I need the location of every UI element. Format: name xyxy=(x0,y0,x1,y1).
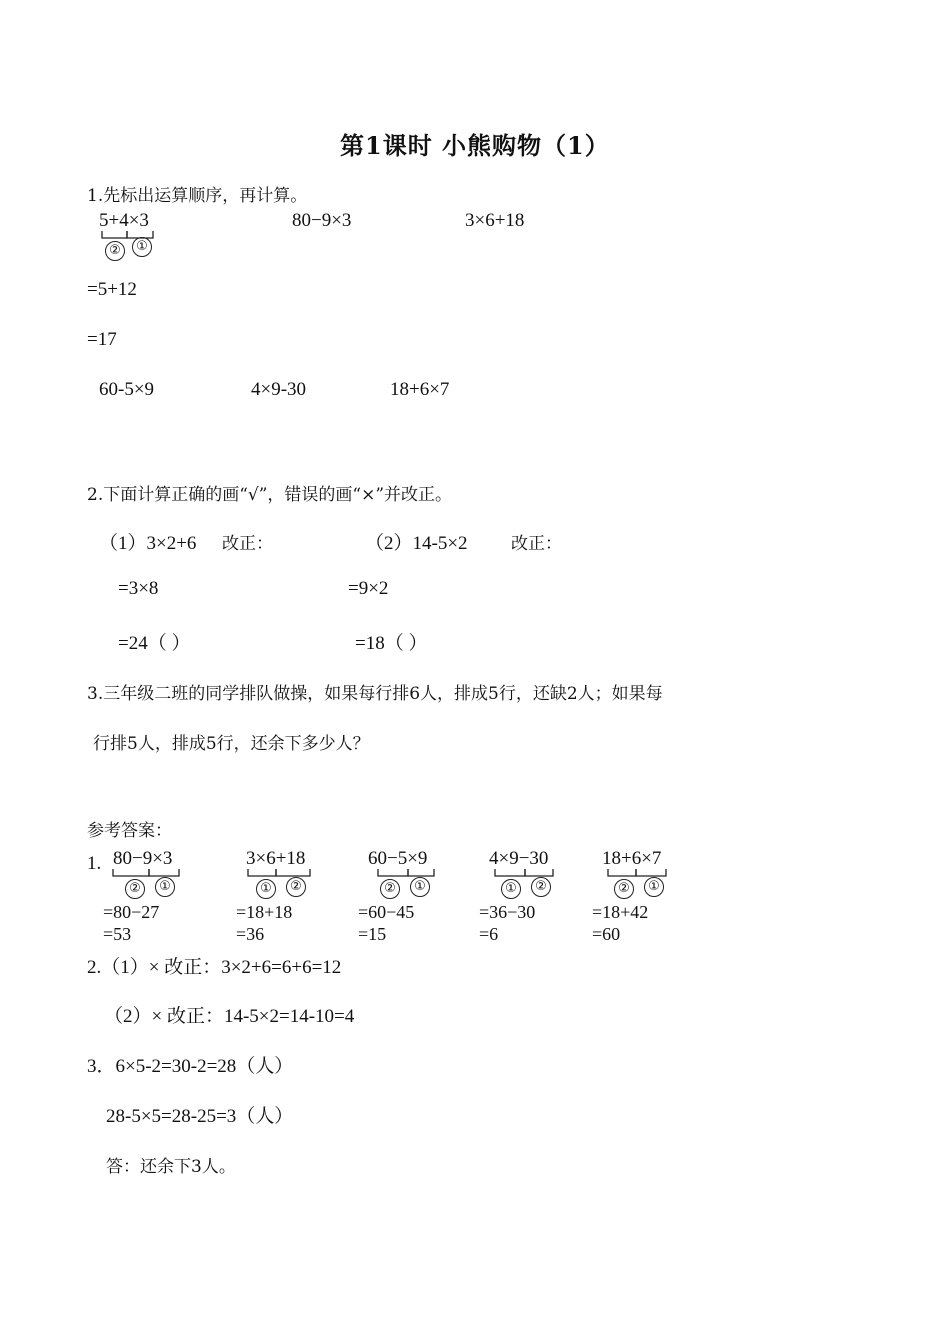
q2-part-1-step-2: =24（ ） xyxy=(118,633,191,654)
example-expression: 5+4×3 xyxy=(99,210,149,231)
question-1-prompt: 1.先标出运算顺序，再计算。 xyxy=(87,186,308,206)
answer-1-order-mark: ① xyxy=(501,879,521,899)
expression-3: 3×6+18 xyxy=(465,210,525,231)
answer-3-conclusion: 答：还余下3人。 xyxy=(106,1157,236,1177)
answer-1-step-1: =80−27 xyxy=(103,902,160,922)
answer-1-step-2: =6 xyxy=(479,924,499,944)
answer-1-step-1: =18+42 xyxy=(592,902,649,922)
answer-1-step-1: =18+18 xyxy=(236,902,293,922)
answer-1-order-brackets xyxy=(113,868,183,880)
answer-1-step-2: =36 xyxy=(236,924,265,944)
answer-1-step-2: =15 xyxy=(358,924,387,944)
q2-part-1-label: （1）3×2+6 xyxy=(99,533,197,554)
answer-1-expression: 80−9×3 xyxy=(113,848,173,869)
answer-1-order-brackets xyxy=(489,868,559,880)
question-2-prompt: 2.下面计算正确的画“√”，错误的画“×”并改正。 xyxy=(87,485,453,505)
answer-1-expression: 60−5×9 xyxy=(368,848,428,869)
question-3-line-1: 3.三年级二班的同学排队做操，如果每行排6人，排成5行，还缺2人；如果每 xyxy=(87,684,663,704)
q2-part-2-step-1: =9×2 xyxy=(348,578,389,599)
answer-1-step-2: =53 xyxy=(103,924,132,944)
answer-2-part-1: 2.（1）× 改正：3×2+6=6+6=12 xyxy=(87,957,342,978)
answer-1-expression: 4×9−30 xyxy=(489,848,549,869)
answer-3-line-2: 28-5×5=28-25=3（人） xyxy=(106,1106,294,1127)
answer-2-part-2: （2）× 改正：14-5×2=14-10=4 xyxy=(104,1006,355,1027)
answer-3-line-1: 3．6×5-2=30-2=28（人） xyxy=(87,1056,294,1077)
expression-5: 4×9-30 xyxy=(251,379,307,400)
answer-1-order-brackets xyxy=(368,868,438,880)
answer-1-order-mark: ② xyxy=(614,879,634,899)
answer-1-step-1: =36−30 xyxy=(479,902,536,922)
answer-1-order-mark: ② xyxy=(380,879,400,899)
answer-1-order-mark: ② xyxy=(125,879,145,899)
answer-1-order-mark: ① xyxy=(410,877,430,897)
order-mark-2: ② xyxy=(105,241,125,261)
expression-6: 18+6×7 xyxy=(390,379,450,400)
answer-1-order-mark: ① xyxy=(155,877,175,897)
answer-1-expression: 3×6+18 xyxy=(246,848,306,869)
answer-1-order-mark: ② xyxy=(286,877,306,897)
answer-1-expression: 18+6×7 xyxy=(602,848,662,869)
q2-part-2-correction-label: 改正： xyxy=(511,534,562,554)
answer-1-number: 1. xyxy=(87,853,102,874)
q2-part-2-label: （2）14-5×2 xyxy=(365,533,468,554)
answer-1-order-mark: ① xyxy=(256,879,276,899)
order-mark-1: ① xyxy=(132,237,152,257)
q2-part-1-step-1: =3×8 xyxy=(118,578,159,599)
example-step-1: =5+12 xyxy=(87,279,137,300)
answer-1-order-mark: ① xyxy=(644,877,664,897)
example-step-2: =17 xyxy=(87,329,117,350)
q2-part-1-correction-label: 改正： xyxy=(222,534,273,554)
answer-1-order-brackets xyxy=(246,868,316,880)
expression-4: 60-5×9 xyxy=(99,379,155,400)
answer-1-order-mark: ② xyxy=(531,877,551,897)
answers-heading: 参考答案： xyxy=(87,821,172,841)
answer-1-step-1: =60−45 xyxy=(358,902,415,922)
q2-part-2-step-2: =18（ ） xyxy=(355,633,428,654)
question-3-line-2: 行排5人，排成5行，还余下多少人？ xyxy=(93,734,370,754)
expression-2: 80−9×3 xyxy=(292,210,352,231)
page-title: 第1课时 小熊购物（1） xyxy=(340,131,610,160)
answer-1-order-brackets xyxy=(602,868,672,880)
answer-1-step-2: =60 xyxy=(592,924,621,944)
